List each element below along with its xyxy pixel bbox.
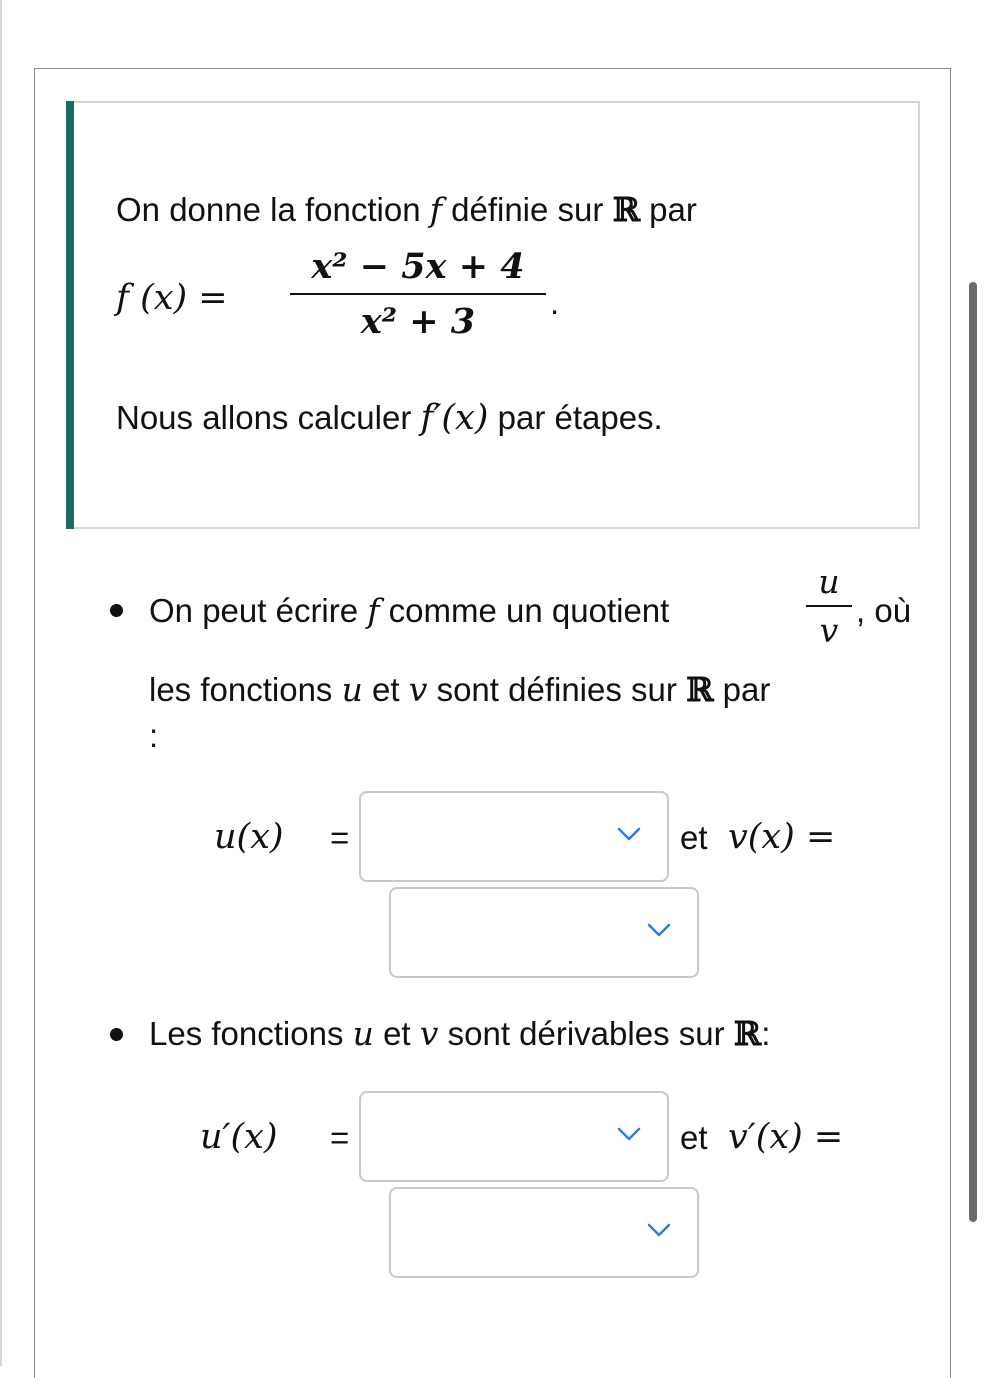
intro-line-3	[116, 398, 663, 438]
step-text: sont dérivables sur	[447, 1015, 725, 1052]
step1-comma-ou: , où	[856, 592, 912, 629]
intro-line-1	[116, 190, 697, 229]
step-text: On peut écrire	[149, 592, 359, 629]
formula-lhs: f (x) =	[116, 278, 228, 318]
et-label: et	[680, 1119, 708, 1156]
math-reals: ℝ	[733, 1014, 762, 1053]
intro-text: par étapes.	[497, 399, 663, 436]
step-text: les fonctions	[149, 671, 333, 708]
bullet-icon	[110, 1028, 123, 1041]
step-text: sont définies sur	[436, 671, 677, 708]
intro-accent-bar	[66, 101, 74, 529]
v-label: v(x) =	[728, 817, 836, 857]
et-label: et	[680, 819, 708, 856]
math-u: u	[341, 670, 363, 709]
u-dropdown[interactable]	[359, 791, 669, 882]
vprime-label: v′(x) =	[728, 1117, 844, 1157]
fraction-numerator: u	[818, 562, 840, 601]
step-text: par	[722, 671, 771, 708]
formula-dot: .	[550, 284, 560, 321]
u-equals: =	[330, 819, 350, 856]
chevron-down-icon	[647, 1223, 671, 1237]
chevron-down-icon	[647, 923, 671, 937]
step1-line-1	[149, 591, 670, 630]
math-u: u	[352, 1014, 374, 1053]
math-f: f	[367, 591, 380, 630]
vprime-dropdown[interactable]	[389, 1187, 699, 1278]
math-f: f	[429, 190, 442, 229]
chevron-down-icon	[617, 1127, 641, 1141]
intro-text: par	[649, 191, 697, 228]
intro-text: On donne la fonction	[116, 191, 421, 228]
quotient-fraction	[806, 562, 852, 650]
intro-text: Nous allons calculer	[116, 399, 412, 436]
math-v: v	[408, 670, 428, 709]
step-text: et	[383, 1015, 411, 1052]
step-text: et	[372, 671, 400, 708]
math-reals: ℝ	[612, 190, 640, 229]
uprime-dropdown[interactable]	[359, 1091, 669, 1182]
intro-text: définie sur	[451, 191, 604, 228]
step-colon: :	[761, 1015, 771, 1052]
fraction-denominator: v	[819, 611, 839, 650]
formula-denominator: x² + 3	[360, 301, 476, 342]
step-text: comme un quotient	[388, 592, 670, 629]
vertical-scrollbar[interactable]	[969, 282, 977, 1222]
math-fprime: f′(x)	[420, 398, 489, 438]
v-dropdown[interactable]	[389, 887, 699, 978]
math-reals: ℝ	[686, 670, 714, 709]
formula-fraction	[290, 246, 546, 342]
uprime-equals: =	[330, 1119, 350, 1156]
u-label: u(x)	[214, 817, 284, 857]
frame-edge	[0, 0, 2, 1366]
step1-colon: :	[149, 717, 159, 754]
uprime-label: u′(x)	[200, 1117, 278, 1157]
chevron-down-icon	[617, 827, 641, 841]
bullet-icon	[110, 604, 123, 617]
step-text: Les fonctions	[149, 1015, 344, 1052]
formula-numerator: x² − 5x + 4	[311, 246, 525, 287]
step1-line-2	[149, 670, 771, 709]
step2-line-1	[149, 1014, 771, 1053]
math-v: v	[419, 1014, 439, 1053]
